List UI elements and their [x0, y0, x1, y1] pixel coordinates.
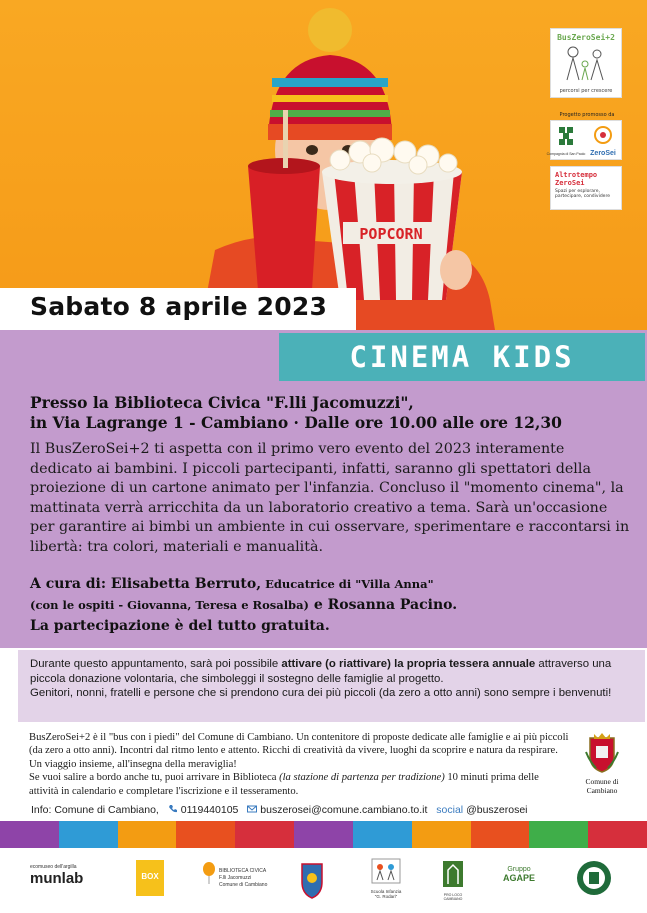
zerosei-label: ZeroSei — [590, 150, 616, 157]
buszerosei-logo — [550, 28, 622, 98]
munlab-sub: ecomuseo dell'argilla — [30, 864, 77, 870]
buszerosei-logo-title: BusZeroSei+2 — [557, 33, 615, 42]
event-title: CINEMA KIDS — [349, 340, 575, 374]
color-stripe — [59, 821, 118, 848]
curated-by-guests: (con le ospiti - Giovanna, Teresa e Rosalba) — [30, 598, 309, 612]
contact-info — [31, 804, 631, 816]
project-description — [29, 731, 569, 798]
compagnia-icon — [546, 121, 623, 161]
color-stripe — [529, 821, 588, 848]
sponsor-logos — [0, 850, 647, 913]
agape-logo — [494, 866, 544, 883]
curated-by-role: Educatrice di "Villa Anna" — [261, 577, 434, 591]
altrotempo-title: Altrotempo ZeroSei — [555, 171, 598, 187]
color-stripe — [294, 821, 353, 848]
membership-info — [18, 650, 645, 722]
biblioteca-sub2: Comune di Cambiano — [219, 882, 268, 888]
contact-prefix: Info: Comune di Cambiano, — [31, 804, 159, 816]
scuola-name: Scuola Infanzia — [370, 889, 402, 894]
project-paragraph-2: Se vuoi salire a bordo anche tu, puoi arrivare in Biblioteca (la stazione di partenza per tradizione) 10 minuti prima delle attività in calendario e completare l'iscrizione e il tesseramento. — [29, 772, 539, 797]
hat-pompom — [308, 8, 352, 52]
popcorn-label: POPCORN — [359, 225, 423, 243]
compagnia-label: Compagnia di San Paolo — [546, 152, 586, 156]
biblioteca-name: BIBLIOTECA CIVICA — [219, 868, 267, 874]
color-stripe — [412, 821, 471, 848]
contact-email[interactable]: buszerosei@comune.cambiano.to.it — [260, 804, 428, 816]
event-description: Il BusZeroSei+2 ti aspetta con il primo vero evento del 2023 interamente dedicato ai bambini. I piccoli partecipanti, infatti, saranno gli spettatori della proiezione di un cartone animato per l'infanzia. Concluso il "momento cinema", la mattinata verrà arricchita da un laboratorio creativo a tema. Sarà un'occasione per garantire ai bimbi un ambiente in cui osservare, sperimentare e raccontarsi in libertà: tra colori, materiali e manualità. — [30, 441, 630, 555]
biblioteca-sub: F.lli Jacomuzzi — [219, 875, 252, 881]
color-stripe — [353, 821, 412, 848]
contact-phone[interactable]: 0119440105 — [180, 804, 239, 816]
color-stripe — [118, 821, 177, 848]
cambiano-crest-icon — [582, 732, 622, 774]
family-icon — [551, 42, 623, 82]
color-stripe — [235, 821, 294, 848]
color-stripe — [588, 821, 647, 848]
box-label: BOX — [141, 872, 159, 881]
event-title-box — [279, 333, 645, 381]
free-participation: La partecipazione è del tutto gratuita. — [30, 618, 330, 634]
cambiano-crest-label: Comune di Cambiano — [585, 777, 619, 795]
gruppo-label: Gruppo — [507, 866, 531, 873]
location-line-1: Presso la Biblioteca Civica "F.lli Jacomuzzi", — [30, 393, 414, 412]
phone-icon — [168, 804, 178, 814]
circular-seal-icon — [576, 860, 612, 896]
munlab-logo — [30, 864, 110, 887]
altrotempo-logo — [550, 166, 622, 210]
social-label: social — [436, 804, 464, 816]
promoted-by-label: Progetto promosso da — [559, 112, 615, 118]
event-date: Sabato 8 aprile 2023 — [30, 292, 328, 321]
membership-text-2: attraverso una piccola donazione volontaria, che simboleggi il sostegno delle famiglie al progetto. — [30, 658, 612, 685]
location-line-2: in Via Lagrange 1 - Cambiano · Dalle ore 10.00 alle ore 12,30 — [30, 413, 562, 432]
agape-label: AGAPE — [502, 873, 535, 883]
color-stripe — [176, 821, 235, 848]
curated-by-name: A cura di: Elisabetta Berruto, — [30, 576, 262, 592]
box-logo — [136, 860, 164, 896]
shield-logo-icon — [300, 860, 324, 900]
balloon-icon — [202, 862, 216, 884]
welcome-text: Genitori, nonni, fratelli e persone che si prendono cura dei più piccoli (da zero a otto anni) sono sempre i benvenuti! — [30, 687, 612, 699]
color-stripe — [0, 821, 59, 848]
munlab-name: munlab — [30, 870, 84, 887]
proloco-icon — [442, 860, 464, 888]
proloco-logo — [440, 860, 466, 901]
altrotempo-subtitle: Spazi per esplorare, partecipare, condividere — [555, 189, 610, 199]
curated-by — [30, 574, 640, 637]
date-banner — [0, 288, 356, 332]
event-location — [30, 393, 630, 433]
membership-text-bold: attivare (o riattivare) la propria tessera annuale — [281, 658, 536, 670]
compagnia-zerosei-logos — [546, 120, 622, 160]
scuola-sub: "G. Rodari" — [374, 894, 398, 899]
proloco-name: PRO LOCO CAMBIANO — [443, 893, 463, 901]
curated-by-second: e Rosanna Pacino. — [309, 597, 458, 613]
membership-text-1: Durante questo appuntamento, sarà poi possibile — [30, 658, 282, 670]
project-paragraph-1: BusZeroSei+2 è il "bus con i piedi" del Comune di Cambiano. Un contenitore di proposte dedicate alle famiglie e ai più piccoli (da zero a otto anni). Incontri dal ritmo lento e attento. Ricchi di creatività da vivere, luoghi da scoprire e natura da respirare. Un viaggio insieme, all'insegna della meraviglia! — [29, 732, 569, 770]
color-stripes — [0, 821, 647, 848]
buszerosei-logo-subtitle: percorsi per crescere — [559, 88, 613, 94]
email-icon — [247, 804, 257, 814]
drink-cup — [248, 166, 320, 290]
color-stripe — [471, 821, 530, 848]
children-drawing-icon — [371, 858, 401, 884]
biblioteca-logo — [202, 862, 272, 889]
social-handle[interactable]: @buszerosei — [466, 804, 528, 816]
scuola-logo — [366, 858, 406, 899]
